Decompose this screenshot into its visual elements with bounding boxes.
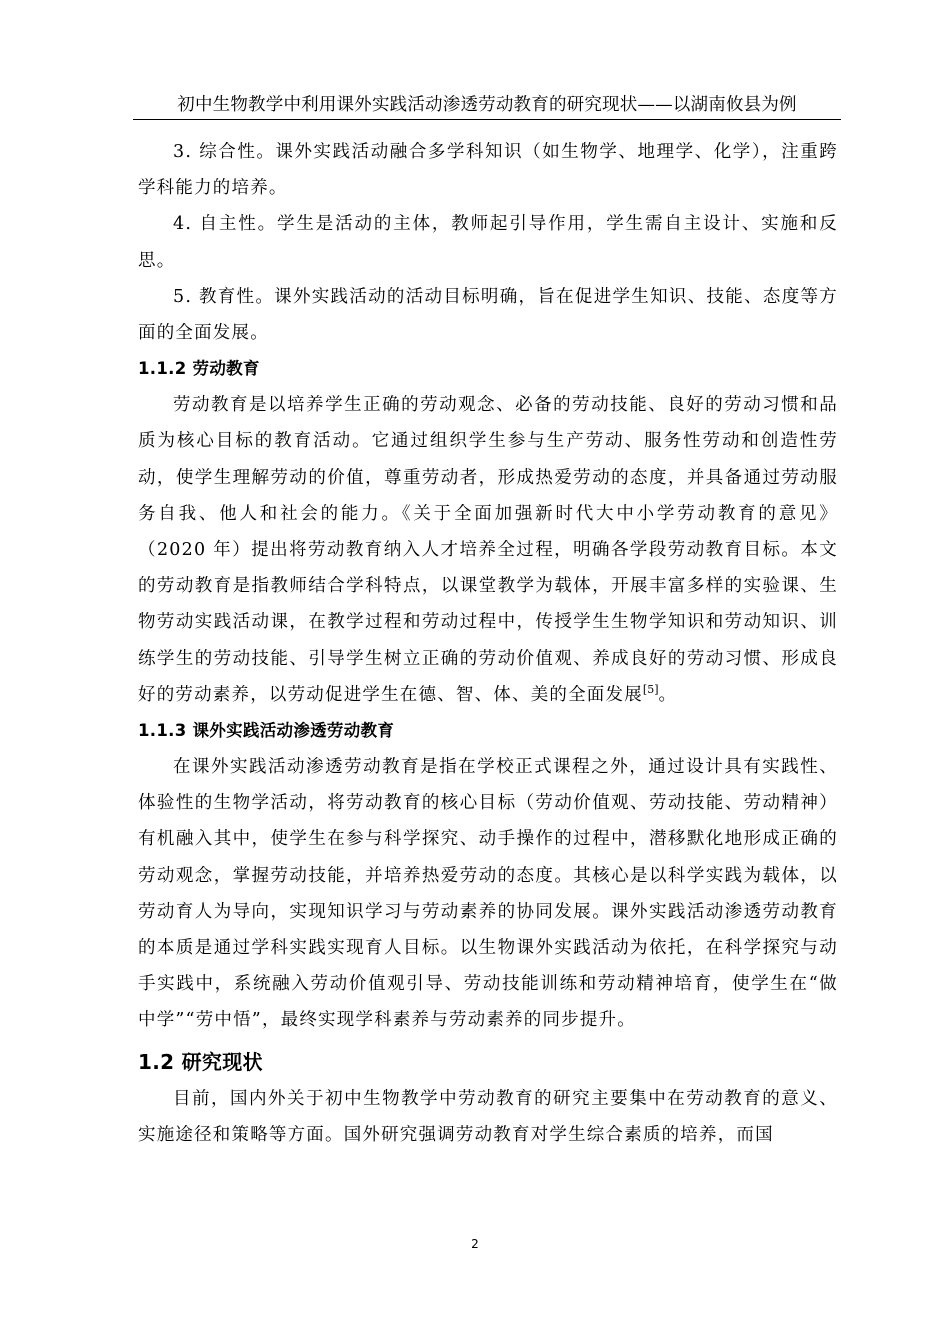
citation-marker: [5] [642, 683, 659, 697]
body-content [138, 134, 838, 1153]
page-number: 2 [471, 1237, 479, 1251]
section-heading-labor-education: 1.1.2 劳动教育 [138, 359, 260, 379]
feature-item-autonomy: 4. 自主性。学生是活动的主体，教师起引导作用，学生需自主设计、实施和反思。 [138, 214, 838, 271]
paragraph-practice-labor: 在课外实践活动渗透劳动教育是指在学校正式课程之外，通过设计具有实践性、体验性的生物学活动，将劳动教育的核心目标（劳动价值观、劳动技能、劳动精神）有机融入其中，使学生在参与科学探究、动手操作的过程中，潜移默化地形成正确的劳动观念，掌握劳动技能，并培养热爱劳动的态度。其核心是以科学实践为载体，以劳动育人为导向，实现知识学习与劳动素养的协同发展。课外实践活动渗透劳动教育的本质是通过学科实践实现育人目标。以生物课外实践活动为依托，在科学探究与动手实践中，系统融入劳动价值观引导、劳动技能训练和劳动精神培育，使学生在“做中学”“劳中悟”，最终实现学科素养与劳动素养的同步提升。 [138, 757, 838, 1031]
feature-item-educational: 5. 教育性。课外实践活动的活动目标明确，旨在促进学生知识、技能、态度等方面的全面发展。 [138, 286, 838, 344]
running-header: 初中生物教学中利用课外实践活动渗透劳动教育的研究现状——以湖南攸县为例 [177, 95, 797, 115]
paragraph-labor-education-end: 。 [658, 684, 678, 705]
paragraph-research-status: 目前，国内外关于初中生物教学中劳动教育的研究主要集中在劳动教育的意义、实施途径和策略等方面。国外研究强调劳动教育对学生综合素质的培养，而国 [138, 1088, 838, 1145]
section-heading-practice-labor: 1.1.3 课外实践活动渗透劳动教育 [138, 721, 395, 741]
header-rule [133, 119, 841, 120]
paragraph-labor-education-text: 劳动教育是以培养学生正确的劳动观念、必备的劳动技能、良好的劳动习惯和品质为核心目标的教育活动。它通过组织学生参与生产劳动、服务性劳动和创造性劳动，使学生理解劳动的价值，尊重劳动者，形成热爱劳动的态度，并具备通过劳动服务自我、他人和社会的能力。《关于全面加强新时代大中小学劳动教育的意见》（2020 年）提出将劳动教育纳入人才培养全过程，明确各学段劳动教育目标。本文的劳动教育是指教师结合学科特点，以课堂教学为载体，开展丰富多样的实验课、生物劳动实践活动课，在教学过程和劳动过程中，传授学生生物学知识和劳动知识、训练学生的劳动技能、引导学生树立正确的劳动价值观、养成良好的劳动习惯、形成良好的劳动素养，以劳动促进学生在德、智、体、美的全面发展 [138, 395, 838, 705]
paragraph-labor-education [138, 387, 838, 713]
section-heading-research-status: 1.2 研究现状 [138, 1049, 263, 1074]
feature-item-comprehensiveness: 3. 综合性。课外实践活动融合多学科知识（如生物学、地理学、化学），注重跨学科能力的培养。 [138, 142, 838, 199]
